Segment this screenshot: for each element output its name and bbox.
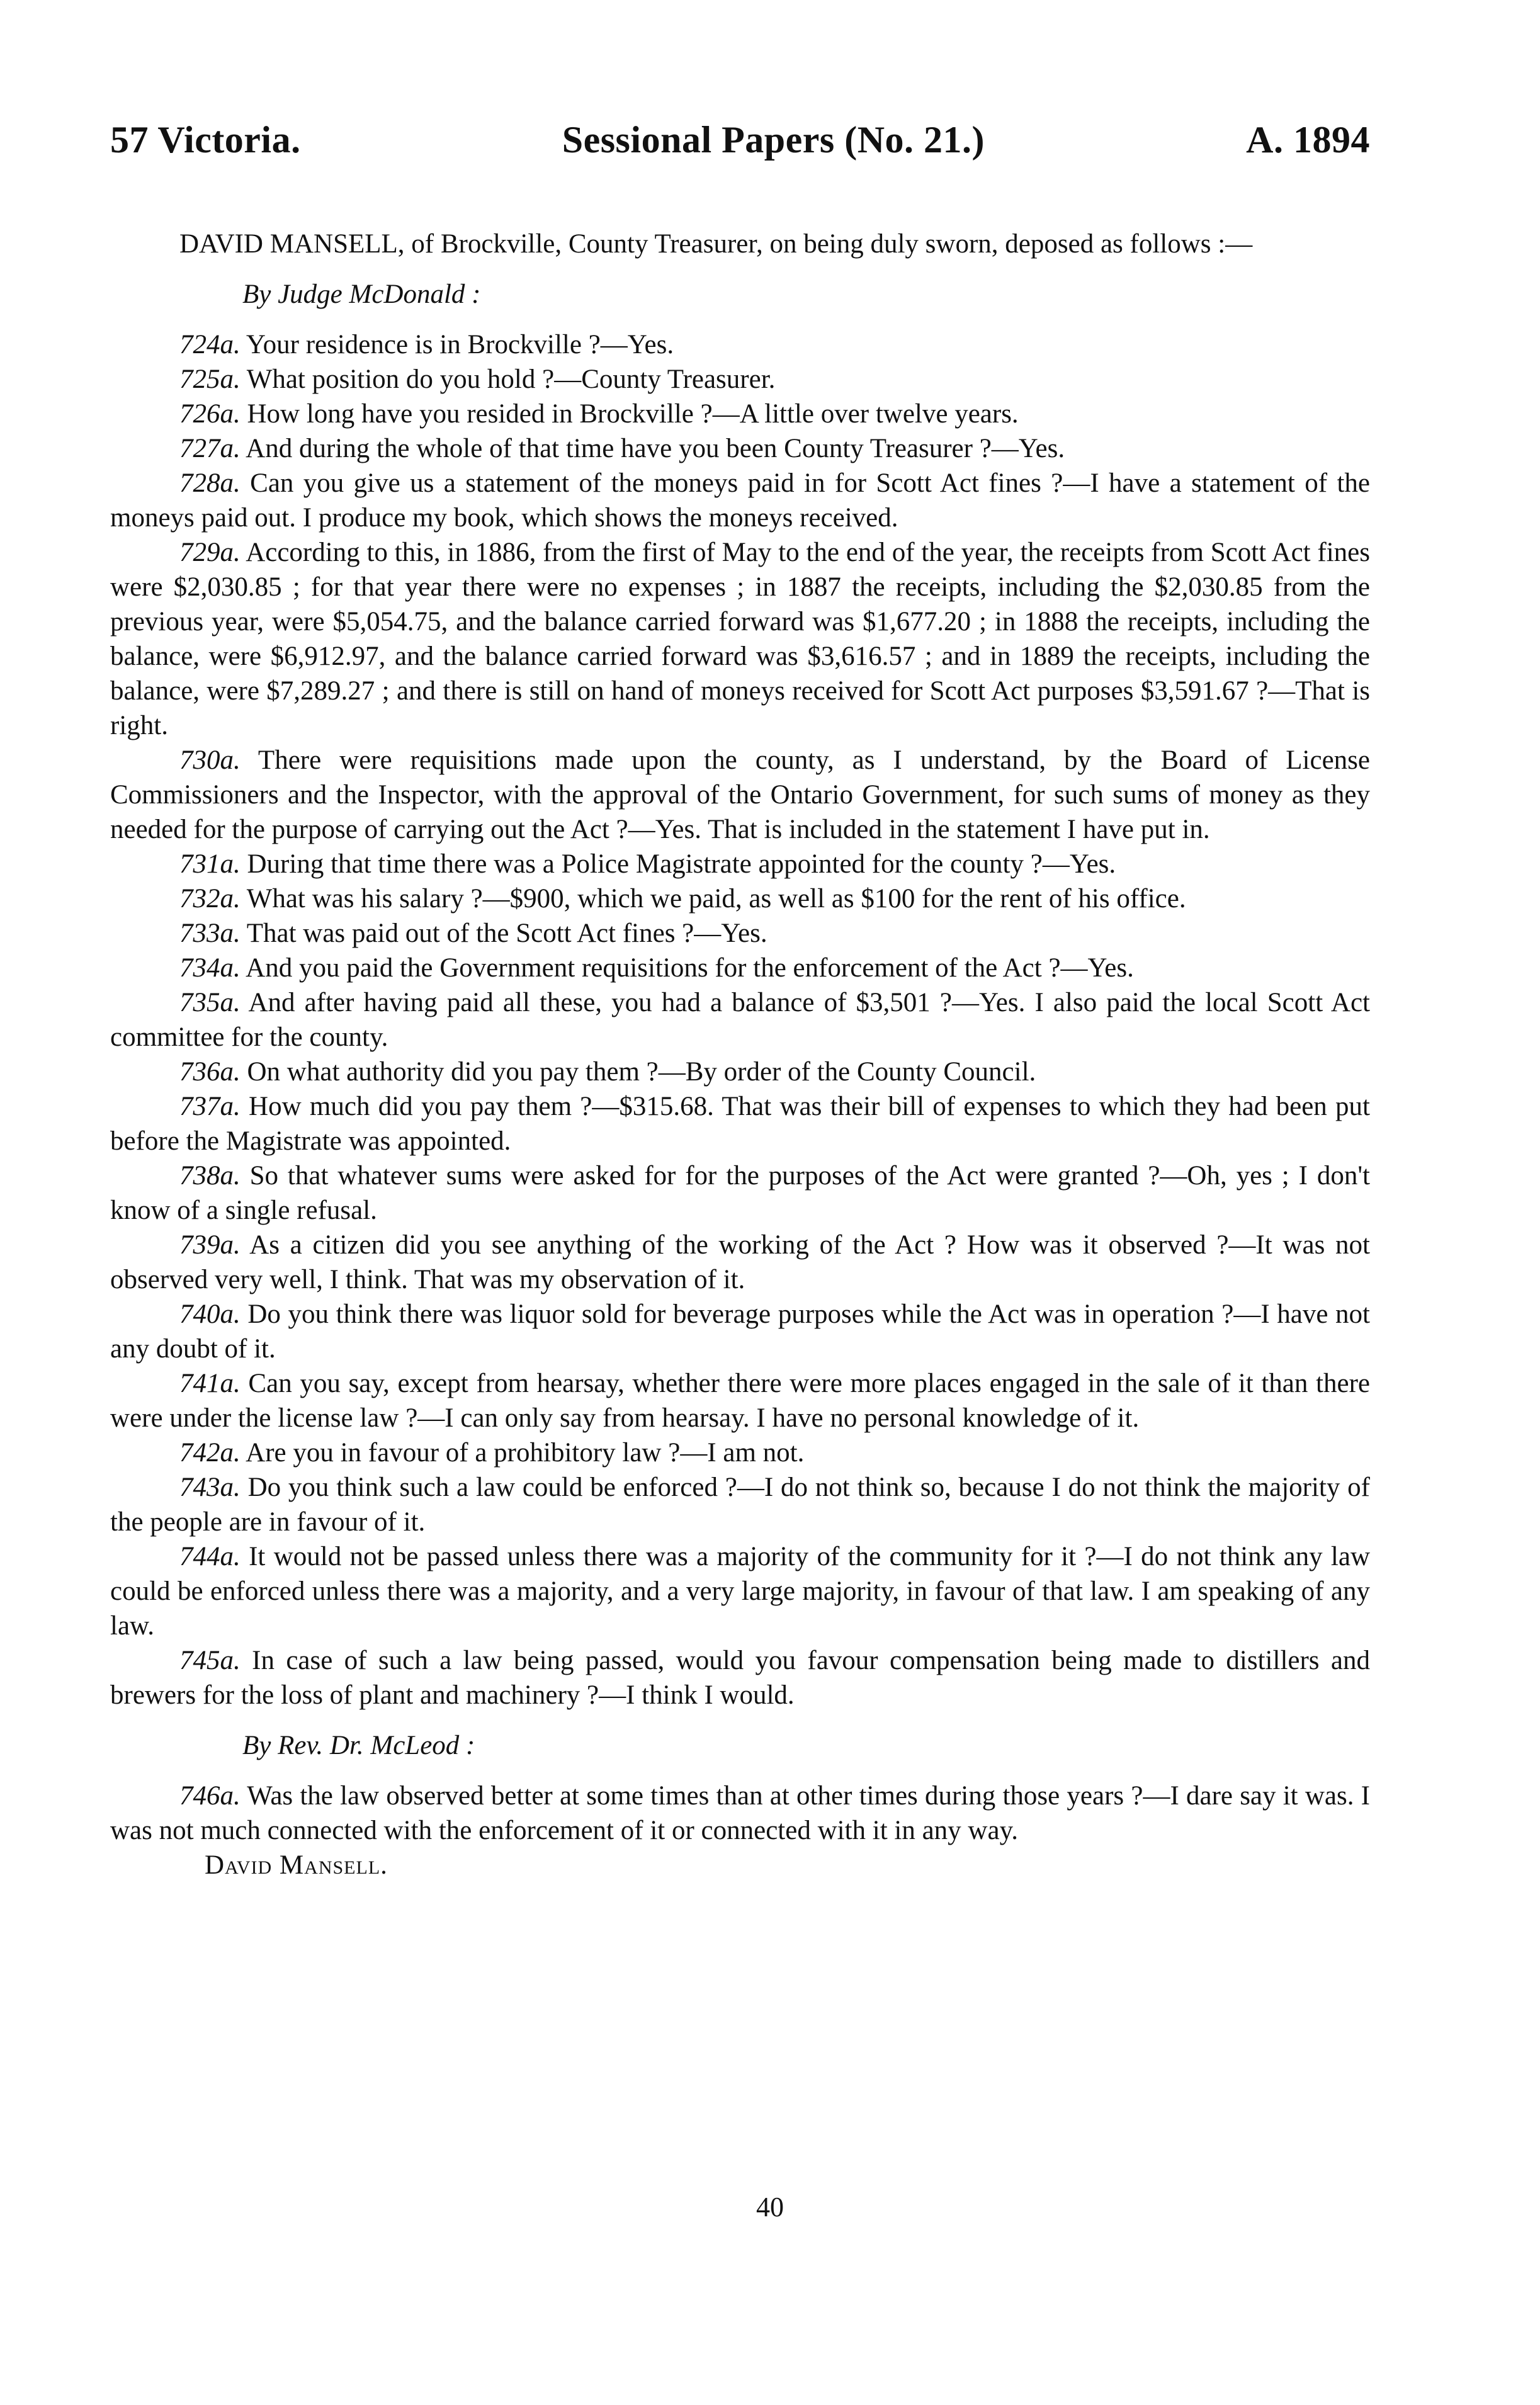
- qa-entry: [110, 362, 1370, 397]
- testimony-body: [110, 227, 1370, 1882]
- qa-text: And during the whole of that time have you been County Treasurer ?—Yes.: [246, 434, 1065, 463]
- question-number: 731a.: [179, 849, 241, 879]
- qa-text: As a citizen did you see anything of the working of the Act ? How was it observed ?—It was not observed very well, I think. That was my observation of it.: [110, 1230, 1370, 1294]
- section-rev-dr-mcleod: [110, 1728, 1370, 1848]
- qa-text: And you paid the Government requisitions for the enforcement of the Act ?—Yes.: [246, 953, 1134, 983]
- question-number: 746a.: [179, 1781, 241, 1811]
- question-number: 735a.: [179, 988, 241, 1017]
- question-number: 734a.: [179, 953, 241, 983]
- question-number: 742a.: [179, 1438, 241, 1468]
- page-header: [110, 118, 1370, 162]
- qa-entry: [110, 1366, 1370, 1435]
- qa-entry: [110, 847, 1370, 881]
- qa-entry: [110, 1470, 1370, 1539]
- qa-text: And after having paid all these, you had a balance of $3,501 ?—Yes. I also paid the local Scott Act committee for the county.: [110, 988, 1370, 1052]
- qa-text: There were requisitions made upon the county, as I understand, by the Board of License Commissioners and the Inspector, with the approval of the Ontario Government, for such sums of money as they needed for the purpose of carrying out the Act ?—Yes. That is included in the statement I have put in.: [110, 745, 1370, 844]
- question-number: 739a.: [179, 1230, 241, 1260]
- header-title: Sessional Papers (No. 21.): [562, 119, 985, 161]
- qa-entry: [110, 916, 1370, 951]
- qa-text: What position do you hold ?—County Treasurer.: [246, 365, 776, 394]
- page-number: 40: [756, 2192, 784, 2222]
- qa-entry: [110, 466, 1370, 535]
- question-number: 736a.: [179, 1057, 241, 1087]
- qa-text: What was his salary ?—$900, which we paid, as well as $100 for the rent of his office.: [246, 884, 1186, 914]
- question-number: 727a.: [179, 434, 241, 463]
- qa-entry: [110, 743, 1370, 847]
- qa-text: In case of such a law being passed, would you favour compensation being made to distillers and brewers for the loss of plant and machinery ?—I think I would.: [110, 1646, 1370, 1710]
- question-number: 745a.: [179, 1646, 241, 1675]
- qa-entry: [110, 1779, 1370, 1848]
- examiner-heading: By Judge McDonald :: [242, 280, 481, 309]
- qa-entry: [110, 1297, 1370, 1366]
- qa-entry: [110, 1089, 1370, 1158]
- section-judge-mcdonald: [110, 277, 1370, 1712]
- qa-text: Can you say, except from hearsay, whether there were more places engaged in the sale of it than there were under the license law ?—I can only say from hearsay. I have no personal knowledge of it.: [110, 1369, 1370, 1433]
- qa-text: How much did you pay them ?—$315.68. That was their bill of expenses to which they had been put before the Magistrate was appointed.: [110, 1092, 1370, 1156]
- qa-text: So that whatever sums were asked for for the purposes of the Act were granted ?—Oh, yes ; I don't know of a single refusal.: [110, 1161, 1371, 1225]
- qa-text: According to this, in 1886, from the first of May to the end of the year, the receipts from Scott Act fines were $2,030.85 ; for that year there were no expenses ; in 1887 the receipts, including the $2,030.85 from the previous year, were $5,054.75, and the balance carried forward was $1,677.20 ; in 1888 the receipts, including the balance, were $6,912.97, and the balance carried forward was $3,616.57 ; and in 1889 the receipts, including the balance, were $7,289.27 ; and there is still on hand of moneys received for Scott Act purposes $3,591.67 ?—That is right.: [110, 538, 1370, 740]
- qa-entry: [110, 951, 1370, 985]
- qa-text: How long have you resided in Brockville ?—A little over twelve years.: [247, 399, 1019, 429]
- question-number: 732a.: [179, 884, 241, 914]
- qa-entry: [110, 397, 1370, 431]
- qa-text: On what authority did you pay them ?—By order of the County Council.: [247, 1057, 1036, 1087]
- qa-entry: [110, 1643, 1370, 1712]
- qa-text: Your residence is in Brockville ?—Yes.: [246, 330, 674, 359]
- question-number: 740a.: [179, 1299, 241, 1329]
- question-number: 725a.: [179, 365, 241, 394]
- qa-entry: [110, 881, 1370, 916]
- witness-intro: DAVID MANSELL, of Brockville, County Treasurer, on being duly sworn, deposed as follows :—: [179, 229, 1253, 259]
- question-number: 738a.: [179, 1161, 241, 1191]
- question-number: 729a.: [179, 538, 241, 567]
- question-number: 737a.: [179, 1092, 241, 1121]
- qa-entry: [110, 985, 1370, 1055]
- witness-signature: David Mansell.: [205, 1850, 388, 1880]
- qa-entry: [110, 535, 1370, 743]
- header-session: 57 Victoria.: [110, 119, 301, 161]
- qa-text: Are you in favour of a prohibitory law ?—I am not.: [246, 1438, 805, 1468]
- qa-text: Do you think such a law could be enforced ?—I do not think so, because I do not think the majority of the people are in favour of it.: [110, 1473, 1370, 1537]
- question-number: 733a.: [179, 919, 241, 948]
- qa-entry: [110, 1435, 1370, 1470]
- qa-entry: [110, 431, 1370, 466]
- qa-entry: [110, 327, 1370, 362]
- qa-text: Was the law observed better at some times than at other times during those years ?—I dare say it was. I was not much connected with the enforcement of it or connected with it in any way.: [110, 1781, 1370, 1845]
- qa-entry: [110, 1158, 1370, 1228]
- examiner-heading: By Rev. Dr. McLeod :: [242, 1731, 475, 1760]
- question-number: 728a.: [179, 468, 241, 498]
- question-number: 724a.: [179, 330, 241, 359]
- qa-entry: [110, 1228, 1370, 1297]
- qa-text: It would not be passed unless there was a majority of the community for it ?—I do not think any law could be enforced unless there was a majority, and a very large majority, in favour of that law. I am speaking of any law.: [110, 1542, 1371, 1641]
- qa-text: During that time there was a Police Magistrate appointed for the county ?—Yes.: [247, 849, 1116, 879]
- question-number: 743a.: [179, 1473, 241, 1502]
- question-number: 730a.: [179, 745, 241, 775]
- qa-text: That was paid out of the Scott Act fines ?—Yes.: [246, 919, 767, 948]
- qa-entry: [110, 1055, 1370, 1089]
- question-number: 741a.: [179, 1369, 241, 1398]
- qa-text: Do you think there was liquor sold for beverage purposes while the Act was in operation ?—I have not any doubt of it.: [110, 1299, 1371, 1364]
- question-number: 744a.: [179, 1542, 241, 1571]
- qa-entry: [110, 1539, 1370, 1643]
- header-year: A. 1894: [1246, 119, 1370, 161]
- qa-text: Can you give us a statement of the moneys paid in for Scott Act fines ?—I have a statement of the moneys paid out. I produce my book, which shows the moneys received.: [110, 468, 1370, 533]
- question-number: 726a.: [179, 399, 241, 429]
